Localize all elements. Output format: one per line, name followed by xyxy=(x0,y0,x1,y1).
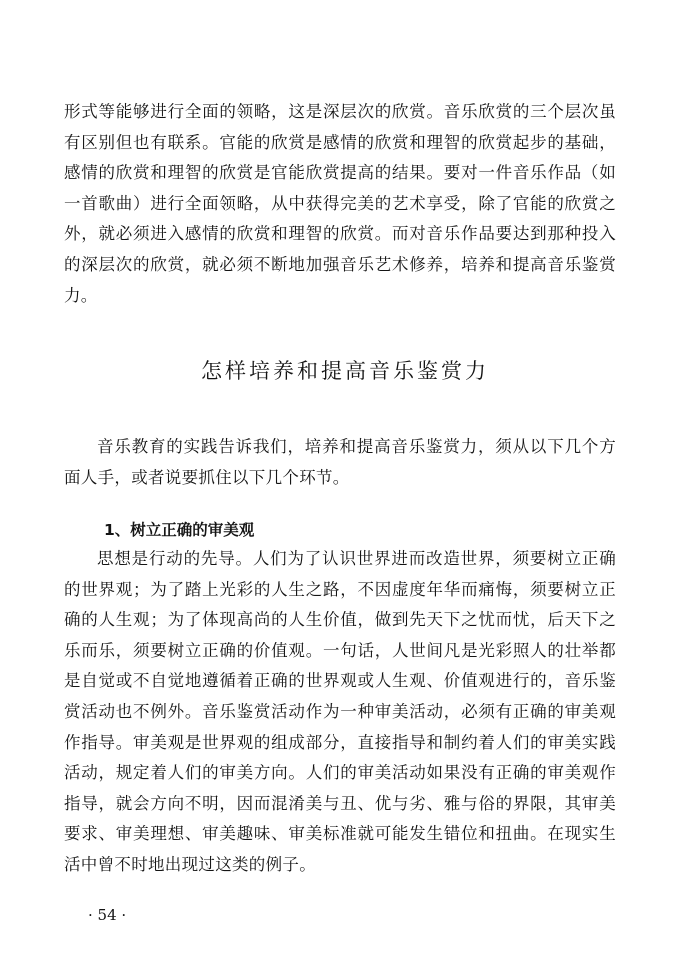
page-number: · 54 · xyxy=(88,906,127,924)
continuation-paragraph: 形式等能够进行全面的领略，这是深层次的欣赏。音乐欣赏的三个层次虽有区别但也有联系。官能的欣赏是感情的欣赏和理智的欣赏起步的基础，感情的欣赏和理智的欣赏是官能欣赏提高的结果。要对一件音乐作品（如一首歌曲）进行全面领略，从中获得完美的艺术享受，除了官能的欣赏之外，就必须进入感情的欣赏和理智的欣赏。而对音乐作品要达到那种投入的深层次的欣赏，就必须不断地加强音乐艺术修养，培养和提高音乐鉴赏力。 xyxy=(64,102,616,305)
section-title: 怎样培养和提高音乐鉴赏力 xyxy=(201,359,489,383)
subsection-heading: 1、树立正确的审美观 xyxy=(104,521,255,539)
intro-paragraph: 音乐教育的实践告诉我们，培养和提高音乐鉴赏力，须从以下几个方面人手，或者说要抓住以下几个环节。 xyxy=(64,437,616,487)
subsection-body-paragraph: 思想是行动的先导。人们为了认识世界进而改造世界，须要树立正确的世界观；为了踏上光彩的人生之路，不因虚度年华而痛悔，须要树立正确的人生观；为了体现高尚的人生价值，做到先天下之忧而忧，后天下之乐而乐，须要树立正确的价值观。一句话，人世间凡是光彩照人的壮举都是自觉或不自觉地遵循着正确的世界观或人生观、价值观进行的，音乐鉴赏活动也不例外。音乐鉴赏活动作为一种审美活动，必须有正确的审美观作指导。审美观是世界观的组成部分，直接指导和制约着人们的审美实践活动，规定着人们的审美方向。人们的审美活动如果没有正确的审美观作指导，就会方向不明，因而混淆美与丑、优与劣、雅与俗的界限，其审美要求、审美理想、审美趣味、审美标准就可能发生错位和扭曲。在现实生活中曾不时地出现过这类的例子。 xyxy=(64,549,616,874)
